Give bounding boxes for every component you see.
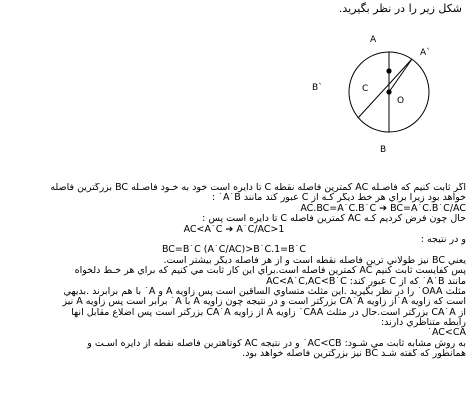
text-line: AC.BC=A`C.B`C ➔ BC=A`C.B`C/AC — [300, 203, 466, 214]
text-line: پس کفایست ثابت کنیم AC کمترین فاصله است.براي این کار ثابت مي کنیم که براي هر خـط دلخواه — [74, 266, 466, 277]
proof-text — [2, 183, 466, 360]
text-line: حال چون فرض کردیم کـه AC کمترین فاصله C تا دایره است پس : — [202, 214, 466, 225]
text-line: و در نتیجه : — [420, 234, 466, 245]
text-line: AC<CA` — [427, 328, 466, 339]
label-b: B — [380, 145, 387, 155]
point-c — [386, 68, 391, 73]
text-line: یعني BC نیز طولاني ترین فاصله نقطه است و از هر فاصله دیگر بیشتر است. — [163, 255, 466, 266]
label-c: C — [362, 84, 369, 94]
text-line: BC=B`C (A`C/AC)>B`C.1=B`C — [161, 245, 307, 256]
text-line: از CA`A بزرگتر است.حال در مثلث CAA` زاویه A از زاویه CA`A بزرگتر است پس اضلاع مقابل آنها — [71, 307, 466, 318]
radius-line-oa-prime — [389, 59, 412, 92]
text-line: اگر ثابت کنیم که فاصـله AC کمترین فاصله نقطه C تا دایره است خود به خـود فاصـله BC بزرگترین فاصله — [50, 183, 466, 193]
label-b-prime: B` — [312, 83, 323, 93]
text-line: به روش مشابه ثابت مي شـود: AC<CB` و در نتیجه AC کوتاهترین فاصله نقطه از دایره اسـت و — [87, 338, 466, 349]
text-line: همانطور که گفته شـد BC نیز بزرگترین فاصله خواهد بود. — [242, 349, 466, 360]
point-o — [386, 89, 391, 94]
text-line: AC<A`C ➔ A`C/AC>1 — [183, 224, 285, 235]
text-line: مثلث OAA` را در نظر بگیرید .این مثلث متساوي الساقین است پس زاویه A و A` با هم برابرند .بدیهي — [63, 286, 466, 297]
geometry-figure — [0, 0, 468, 180]
label-a-prime: A` — [420, 48, 431, 58]
text-line: است که زاویه A`از زاویه CA`A بزرگتر است و در نتیجه چون زاویه A با A` برابر است پس زاویه A نیز — [62, 297, 466, 308]
text-line: مانند A`B` که از C عبور کند: AC<A`C,AC<B`C — [266, 276, 466, 287]
page-title: شکل زیر را در نظر بگیرید. — [338, 2, 462, 15]
text-line: رابطه متناظري دارند: — [380, 318, 466, 329]
label-a: A — [370, 35, 377, 45]
text-line: خواهد بود زیرا براي هر خط دیگر کـه از C عبور کند مانند A`B` : — [212, 193, 466, 204]
label-o: O — [397, 96, 405, 106]
